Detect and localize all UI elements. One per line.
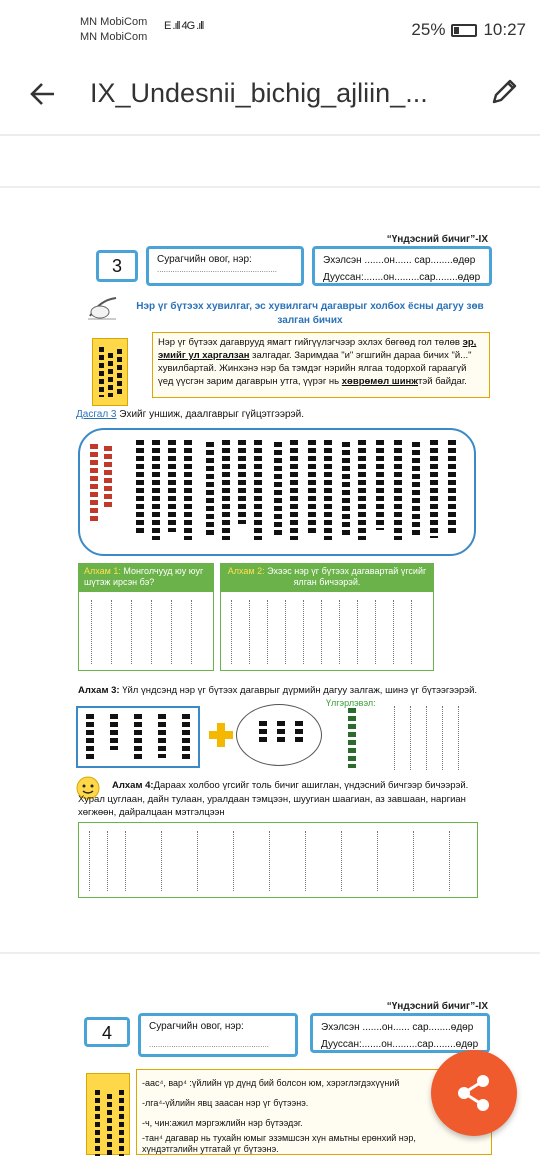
reading-text-panel <box>78 428 476 556</box>
step3-label: Алхам 3: <box>78 685 120 696</box>
rule-bold-2: хөврөмөл шинж <box>341 376 419 387</box>
status-right-group <box>411 20 526 40</box>
mongol-script-tag-2 <box>86 1073 130 1155</box>
carrier-2: MN MobiCom <box>80 31 148 43</box>
page2-header: “Үндэсний бичиг”-IX <box>386 1001 488 1012</box>
step3-roots-box <box>76 706 200 768</box>
step4-label: Алхам 4: <box>112 780 154 791</box>
rule-text-3: тэй байдаг. <box>418 376 467 387</box>
exercise-line <box>76 409 304 420</box>
rule-text-2: залгадаг. Заримдаа "и" эгшгийн дараа бичих "й..." хувилбартай. Жинхэнэ нэр ба тэмдэг нэрийн ялгаа тодорхой гараагүй үед үүсгэн зарим дагаврын утга, үүрэг нь <box>158 350 472 387</box>
step1-answer-box[interactable] <box>78 591 214 671</box>
battery-icon <box>451 24 477 37</box>
rule-box <box>152 332 490 398</box>
rule-text-1: Нэр үг бүтээх дагаврууд ямагт гийгүүлэгчээр эхлэх бөгөөд гол төлөв <box>158 337 463 348</box>
step4-answer-box[interactable] <box>78 822 478 898</box>
step3-text: Үйл үндсэнд нэр үг бүтээх дагаврыг дүрмийн дагуу залгаж, шинэ үг бүтээгээрэй. <box>119 685 478 696</box>
example-label: Үлгэрлэвэл: <box>326 698 376 708</box>
page-gap-2 <box>0 952 540 954</box>
step1-label: Алхам 1: <box>84 566 121 576</box>
step2-text: Эхээс нэр үг бүтээх дагавартай үгсийг ялган бичээрэй. <box>264 566 427 587</box>
signal-indicator: E .ıll 4G .ıll <box>164 20 204 32</box>
document-page-1 <box>0 188 540 930</box>
pencil-icon[interactable] <box>488 76 520 108</box>
rule2-line-2: -лга⁴-үйлийн явц заасан нэр үг бүтээнэ. <box>142 1098 309 1108</box>
writing-hand-icon <box>86 294 122 322</box>
student-name-dots: ...................................................... <box>157 265 278 274</box>
student-name-label: Сурагчийн овог, нэр: <box>157 254 252 265</box>
student-name-label-2: Сурагчийн овог, нэр: <box>149 1021 244 1032</box>
clock: 10:27 <box>483 20 526 39</box>
exercise-label: Дасгал 3 <box>76 409 117 420</box>
step3-answer-lines[interactable] <box>392 706 474 770</box>
step3-line <box>78 685 477 696</box>
page-header: “Үндэсний бичиг”-IX <box>386 234 488 245</box>
rule-bold-1: эр, эмийг ул харгалзан <box>158 337 477 361</box>
step1-header <box>78 563 214 591</box>
battery-percent: 25% <box>411 20 446 39</box>
date-box-2[interactable] <box>310 1013 490 1053</box>
rule2-line-5: хүндэтгэлийн утгатай үг бүтээнэ. <box>142 1144 279 1154</box>
student-name-box-2[interactable] <box>138 1013 298 1057</box>
carrier-1: MN MobiCom <box>80 16 148 28</box>
step4-text: Дараах холбоо үгсийг толь бичиг ашиглан, үндэсний бичгээр бичээрэй. <box>153 780 469 791</box>
lesson-number-2: 4 <box>84 1017 130 1047</box>
example-word <box>348 708 356 768</box>
plus-icon <box>208 722 234 748</box>
step2-label: Алхам 2: <box>227 566 265 576</box>
end-date: Дууссан:.......он.........сар........өдөр <box>323 272 481 283</box>
exercise-text: Эхийг уншиж, даалгаврыг гүйцэтгээрэй. <box>116 409 305 420</box>
rule2-line-4: -тан⁴ дагавар нь тухайн юмыг эзэмшсэн хүн амьтны ерөнхий нэр, <box>142 1133 416 1143</box>
step1-text: Монголчууд юу юуг шүтэж ирсэн бэ? <box>84 566 204 587</box>
status-bar <box>0 0 540 62</box>
step2-header <box>220 563 434 591</box>
student-name-box[interactable] <box>146 246 304 286</box>
appbar-divider <box>0 134 540 136</box>
start-date: Эхэлсэн .......он...... сар........өдөр <box>323 255 476 266</box>
share-button[interactable] <box>431 1050 517 1136</box>
step4-line <box>112 780 468 791</box>
rule2-line-3: -ч, чин:ажил мэргэжлийн нэр бүтээдэг. <box>142 1118 303 1128</box>
document-title: IX_Undesnii_bichig_ajliin_... <box>90 78 428 108</box>
student-name-dots-2: ...................................................... <box>149 1040 270 1049</box>
lesson-number: 3 <box>96 250 138 282</box>
end-date-2: Дууссан:.......он.........сар........өдөр <box>321 1039 479 1050</box>
date-box[interactable] <box>312 246 492 286</box>
suffix-ellipse <box>236 704 322 766</box>
back-arrow-icon[interactable] <box>28 79 58 109</box>
lesson-heading: Нэр үг бүтээх хувилгаг, эс хувилгагч дагаврыг холбох ёсны дагуу зөв залган бичих <box>136 301 484 326</box>
start-date-2: Эхэлсэн .......он...... сар........өдөр <box>321 1022 474 1033</box>
rule2-line-1: -аас⁴, вар⁴ :үйлийн үр дүнд бий болсон юм, хэрэглэгдэхүүний <box>142 1078 400 1088</box>
share-icon <box>431 1050 517 1136</box>
mongol-script-tag <box>92 338 128 406</box>
step2-answer-box[interactable] <box>220 591 434 671</box>
app-bar <box>0 62 540 132</box>
carrier-names <box>80 15 147 45</box>
step4-words: Хурал цуглаан, дайн тулаан, уралдаан тэмцээн, шуугиан шаагиан, аз завшаан, наргиан хөгжөөн, дайралцаан мэтгэлцээн <box>78 794 466 818</box>
